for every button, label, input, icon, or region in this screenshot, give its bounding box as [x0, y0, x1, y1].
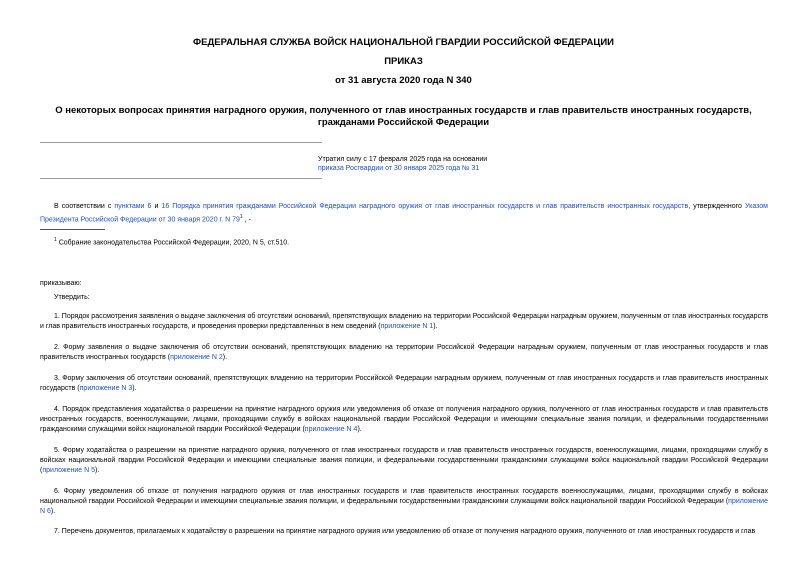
status-note: [318, 155, 618, 173]
appendix-2-link[interactable]: приложение N 2: [170, 354, 223, 361]
item-3: 3. Форму заключения об отсутствии оснований, препятствующих владению на территории Российской Федерации наградным оружием, полученным от глав иностранных государств и глав правительств иностранных государств (приложение N 3).: [40, 375, 768, 392]
procedure-link[interactable]: 16 Порядка принятия гражданами Российской Федерации наградного оружия от глав иностранных государств и глав правительств иностранных государств: [161, 203, 689, 210]
divider-bottom: [40, 178, 322, 179]
divider-top: [40, 142, 322, 143]
preamble: В соответствии с пунктами 6 и 16 Порядка принятия гражданами Российской Федерации наградного оружия от глав иностранных государств и глав правительств иностранных государств, утвержденного Указом Президента Российской Федерации от 30 января 2020 г. N $79^1$ , -: [40, 203, 768, 224]
approve-label: Утвердить:: [54, 294, 90, 301]
item-7: 7. Перечень документов, прилагаемых к ходатайству о разрешении на принятие наградного оружия или уведомлению об отказе от получения наградного оружия, полученного от глав иностранных государств и глав: [54, 528, 756, 535]
footnote-divider: [40, 229, 105, 230]
footnote-ref[interactable]: 1: [239, 214, 243, 220]
agency-heading: ФЕДЕРАЛЬНАЯ СЛУЖБА ВОЙСК НАЦИОНАЛЬНОЙ ГВАРДИИ РОССИЙСКОЙ ФЕДЕРАЦИИ: [193, 37, 614, 48]
order-word: приказываю:: [40, 280, 82, 287]
appendix-3-link[interactable]: приложение N 3: [79, 385, 133, 392]
appendix-5-link[interactable]: приложение N 5: [42, 467, 95, 474]
item-2: 2. Форму заявления о выдаче заключения об отсутствии оснований, препятствующих владению на территории Российской Федерации наградным оружием, полученным от глав иностранных государств и глав правительств иностранных государств (приложение N 2).: [40, 344, 768, 361]
appendix-6-link[interactable]: приложение N 6: [40, 498, 768, 515]
decree-link[interactable]: Указом Президента Российской Федерации от 30 января 2020 г. N 79: [40, 203, 768, 224]
item-6: 6. Форму уведомления об отказе от получения наградного оружия от глав иностранных государств и глав правительств иностранных государств военнослужащими, лицами, проходящими службу в войсках национальной гвардии Российской Федерации и имеющими специальные звания полиции, и федеральными государственными гражданскими служащими войск национальной гвардии Российской Федерации (приложение N 6).: [40, 488, 768, 515]
document-date-number: от 31 августа 2020 года N 340: [335, 75, 472, 86]
item-1: 1. Порядок рассмотрения заявления о выдаче заключения об отсутствии оснований, препятствующих владению на территории Российской Федерации наградным оружием, полученным от глав иностранных государств и глав правительств иностранных государств, и проведения проверки представленных в нем сведений (приложение N 1).: [40, 313, 768, 330]
footnote: $^1$ Собрание законодательства Российской Федерации, 2020, N 5, ст.510.: [54, 237, 290, 247]
appendix-4-link[interactable]: приложение N 4: [304, 426, 358, 433]
document-type: ПРИКАЗ: [384, 56, 423, 67]
points-link[interactable]: пунктами 6: [114, 203, 152, 210]
status-text: Утратил силу с 17 февраля 2025 года на основании: [318, 156, 488, 163]
item-5: 5. Форму ходатайства о разрешении на принятие наградного оружия, полученного от глав иностранных государств и глав правительств иностранных государств, военнослужащими, лицами, проходящими службу в войсках национальной гвардии Российской Федерации и имеющими специальные звания полиции, и федеральными государственными гражданскими служащими войск национальной гвардии Российской Федерации (приложение N 5).: [40, 447, 768, 474]
appendix-1-link[interactable]: приложение N 1: [380, 323, 434, 330]
repeal-order-link[interactable]: приказа Росгвардии от 30 января 2025 года № 31: [318, 165, 480, 172]
item-4: 4. Порядок представления ходатайства о разрешении на принятие наградного оружия или уведомления об отказе от получения наградного оружия, полученного от глав иностранных государств и глав правительств иностранных государств, военнослужащими, лицами, проходящими службу в войсках национальной гвардии Российской Федерации и имеющими специальные звания полиции, и федеральными государственными гражданскими служащими войск национальной гвардии Российской Федерации (приложение N 4).: [40, 406, 768, 433]
document-title: О некоторых вопросах принятия наградного оружия, полученного от глав иностранных государств и глав правительств иностранных государств, гражданами Российской Федерации: [55, 105, 752, 128]
